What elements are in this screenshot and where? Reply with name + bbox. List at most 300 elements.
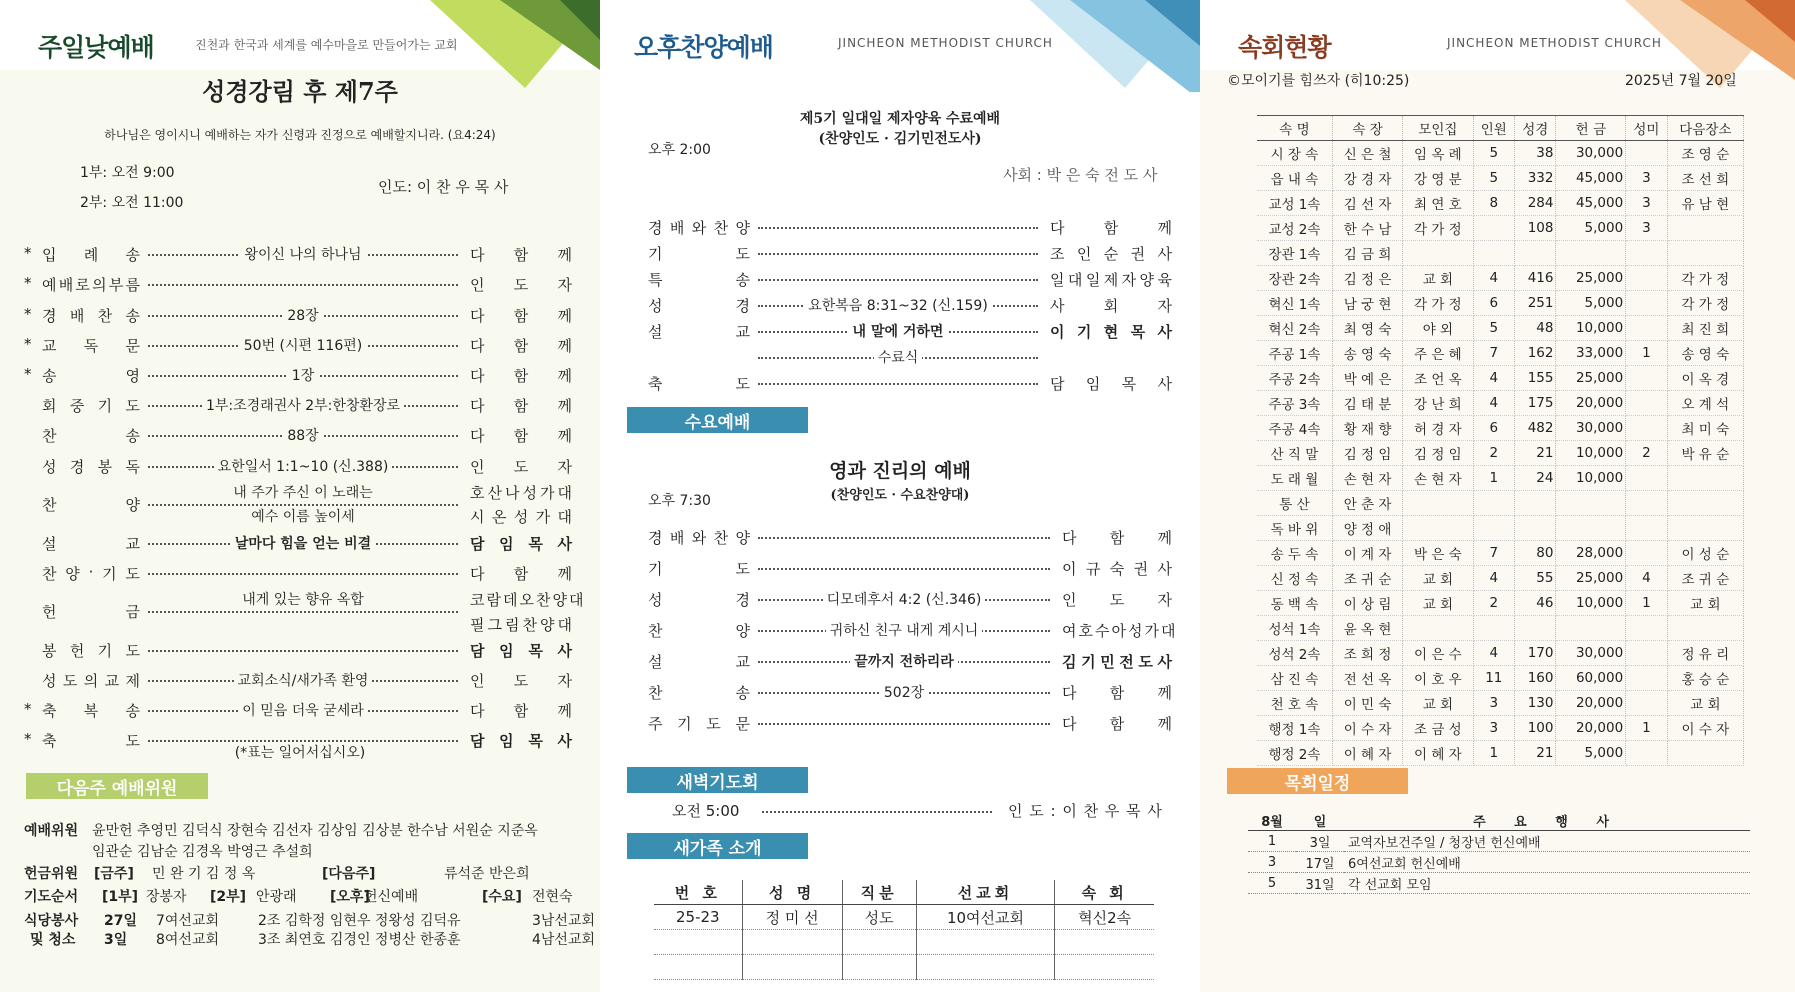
attendance-cell — [1403, 491, 1473, 516]
newcomer-cell: 성도 — [842, 905, 916, 930]
pm-service-subtitle: (찬양인도 · 김기민전도사) — [818, 131, 982, 147]
attendance-cell: 한 수 남 — [1332, 216, 1402, 241]
schedule-cell: 3 — [1248, 852, 1296, 873]
attendance-cell: 25,000 — [1556, 266, 1626, 291]
attendance-cell: 251 — [1515, 291, 1556, 316]
order-item-label: 축 도 — [42, 732, 140, 751]
leader-dots — [758, 537, 1050, 539]
newcomer-col-header: 선교회 — [916, 880, 1055, 905]
attendance-cell: 1 — [1473, 741, 1514, 766]
order-item-label: 주 기 도 문 — [648, 714, 750, 733]
order-item-content — [758, 295, 1038, 315]
order-item-label: 송 영 — [42, 366, 140, 385]
order-item-label: 특 송 — [648, 271, 750, 289]
newcomer-cell: 10여선교회 — [916, 905, 1055, 930]
required-standing-mark: * — [24, 304, 32, 323]
attendance-cell: 송 영 숙 — [1332, 341, 1402, 366]
table-row — [1248, 873, 1750, 894]
order-item-content-text: 1부:조경래권사 2부:한창환장로 — [202, 398, 404, 414]
order-item-label: 교 독 문 — [42, 336, 140, 355]
attendance-cell: 교성 2속 — [1257, 216, 1332, 241]
table-row — [1257, 341, 1744, 366]
attendance-cell: 김 태 분 — [1332, 391, 1402, 416]
order-item-leader: 다 함 께 — [1062, 528, 1174, 547]
attendance-cell — [1515, 491, 1556, 516]
attendance-cell — [1473, 516, 1514, 541]
attendance-cell: 동 백 속 — [1257, 591, 1332, 616]
attendance-cell: 5,000 — [1556, 291, 1626, 316]
pm-service-title: 제5기 일대일 제자양육 수료예배 — [799, 111, 1001, 127]
order-item-content-text: 끝까지 전하리라 — [850, 654, 958, 670]
prayer-slot-tag: [오후] — [330, 889, 370, 905]
attendance-cell: 11 — [1473, 666, 1514, 691]
attendance-cell: 강 영 분 — [1403, 166, 1473, 191]
schedule-cell: 31일 — [1296, 873, 1344, 894]
attendance-cell: 양 정 애 — [1332, 516, 1402, 541]
order-item-content-text: 이 믿음 더욱 굳세라 — [238, 703, 368, 719]
attendance-cell: 장관 1속 — [1257, 241, 1332, 266]
attendance-cell: 독 바 위 — [1257, 516, 1332, 541]
newcomer-cell: 25-23 — [654, 905, 742, 930]
attendance-cell — [1667, 491, 1743, 516]
attendance-cell: 이 민 숙 — [1332, 691, 1402, 716]
afternoon-worship-panel — [600, 0, 1200, 992]
leader-dots — [758, 568, 1050, 570]
attendance-cell — [1667, 216, 1743, 241]
order-item-leader: 다 함 께 — [470, 564, 574, 583]
attendance-cell: 155 — [1515, 366, 1556, 391]
newcomer-cell — [842, 930, 916, 955]
order-item-label: 찬 송 — [648, 683, 750, 702]
wednesday-title: 영과 진리의 예배 — [829, 460, 971, 482]
pm-service-host: 사회 : 박 은 숙 전 도 사 — [1003, 166, 1158, 184]
meal-group-a: 8여선교회 — [156, 932, 220, 948]
attendance-cell: 조 금 성 — [1403, 716, 1473, 741]
table-row — [1257, 491, 1744, 516]
attendance-cell — [1626, 366, 1667, 391]
dawn-prayer-time: 오전 5:00 — [672, 802, 740, 820]
order-item-content-text: 수료식 — [874, 350, 923, 366]
worship-committee-names-1: 윤만헌 추영민 김덕식 장현숙 김선자 김상임 김상분 한수남 서원순 지준옥 — [92, 823, 538, 839]
attendance-cell: 김 정 임 — [1403, 441, 1473, 466]
order-item-label: 축 복 송 — [42, 702, 140, 721]
attendance-cell — [1626, 516, 1667, 541]
meal-group-c: 4남선교회 — [532, 932, 596, 948]
attendance-cell: 강 난 희 — [1403, 391, 1473, 416]
attendance-col-header: 성미 — [1626, 116, 1667, 141]
attendance-cell: 332 — [1515, 166, 1556, 191]
attendance-cell: 각 가 정 — [1403, 216, 1473, 241]
attendance-cell — [1626, 616, 1667, 641]
attendance-cell: 6 — [1473, 416, 1514, 441]
attendance-cell: 통 산 — [1257, 491, 1332, 516]
offering-committee-label: 헌금위원 — [24, 866, 79, 882]
order-item-leader: 다 함 께 — [470, 366, 574, 385]
attendance-cell: 5,000 — [1556, 216, 1626, 241]
order-item-leader: 다 함 께 — [1062, 683, 1174, 702]
order-item-content-text: 28장 — [283, 308, 322, 324]
attendance-cell: 2 — [1473, 591, 1514, 616]
attendance-cell: 각 가 정 — [1667, 291, 1743, 316]
order-item-label: 축 도 — [648, 375, 750, 393]
attendance-cell: 정 유 리 — [1667, 641, 1743, 666]
attendance-cell: 이 혜 자 — [1332, 741, 1402, 766]
order-item-label: 설 교 — [648, 652, 750, 671]
newcomer-cell — [916, 955, 1055, 980]
attendance-cell — [1403, 241, 1473, 266]
order-item-leader: 다 함 께 — [470, 397, 574, 416]
attendance-cell — [1403, 516, 1473, 541]
order-item-leader-2: 시 온 성 가 대 — [470, 508, 574, 527]
attendance-cell: 이 혜 자 — [1403, 741, 1473, 766]
attendance-cell — [1667, 466, 1743, 491]
newcomer-cell — [916, 930, 1055, 955]
table-row — [1257, 541, 1744, 566]
leader-dots — [758, 279, 1038, 281]
attendance-cell: 도 래 월 — [1257, 466, 1332, 491]
attendance-cell: 각 가 정 — [1403, 291, 1473, 316]
attendance-cell: 이 은 수 — [1403, 641, 1473, 666]
order-item-leader: 여 호 수 아 성 가 대 — [1062, 621, 1178, 640]
attendance-cell: 최 미 숙 — [1667, 416, 1743, 441]
prayer-slot-tag: [수요] — [482, 889, 522, 905]
attendance-cell: 손 현 자 — [1332, 466, 1402, 491]
attendance-cell: 175 — [1515, 391, 1556, 416]
service-time-2: 2부: 오전 11:00 — [80, 195, 184, 211]
attendance-cell: 혁신 1속 — [1257, 291, 1332, 316]
offering-tag-this-week: [금주] — [94, 866, 134, 882]
table-row — [1257, 391, 1744, 416]
table-row — [654, 955, 1154, 980]
schedule-col-header: 일 — [1296, 810, 1344, 831]
order-item-content — [758, 347, 1038, 367]
attendance-cell: 7 — [1473, 341, 1514, 366]
main-title: 성경강림 후 제7주 — [202, 77, 398, 106]
attendance-cell: 100 — [1515, 716, 1556, 741]
required-standing-mark: * — [24, 274, 32, 293]
attendance-col-header: 인원 — [1473, 116, 1514, 141]
attendance-cell — [1626, 266, 1667, 291]
attendance-cell: 45,000 — [1556, 191, 1626, 216]
meal-group-c: 3남선교회 — [532, 913, 596, 929]
attendance-cell: 5,000 — [1556, 741, 1626, 766]
attendance-cell: 이 성 순 — [1667, 541, 1743, 566]
schedule-cell: 5 — [1248, 873, 1296, 894]
attendance-cell: 이 옥 경 — [1667, 366, 1743, 391]
order-item-content-text: 1장 — [288, 368, 318, 384]
leader-dots — [148, 573, 458, 575]
cell-group-panel — [1200, 0, 1795, 992]
order-item-label: 기 도 — [648, 245, 750, 263]
leader-dots — [758, 227, 1038, 229]
attendance-cell — [1667, 616, 1743, 641]
attendance-cell — [1556, 241, 1626, 266]
order-item-label: 헌 금 — [42, 603, 140, 622]
order-item-leader: 인 도 자 — [470, 276, 574, 295]
attendance-cell: 유 남 현 — [1667, 191, 1743, 216]
schedule-col-header: 주 요 행 사 — [1344, 810, 1750, 831]
dawn-prayer-heading: 새벽기도회 — [627, 767, 808, 793]
attendance-cell: 170 — [1515, 641, 1556, 666]
attendance-cell: 5 — [1473, 141, 1514, 166]
attendance-cell: 교성 1속 — [1257, 191, 1332, 216]
attendance-cell: 안 춘 자 — [1332, 491, 1402, 516]
order-item-leader: 이 기 현 목 사 — [1050, 323, 1174, 341]
panel2-title: 오후찬양예배 — [634, 33, 773, 62]
order-item-leader: 인 도 자 — [1062, 590, 1174, 609]
attendance-cell: 5 — [1473, 316, 1514, 341]
attendance-cell: 21 — [1515, 741, 1556, 766]
table-row — [654, 930, 1154, 955]
attendance-cell: 조 희 정 — [1332, 641, 1402, 666]
attendance-cell: 5 — [1473, 166, 1514, 191]
attendance-cell: 이 수 자 — [1332, 716, 1402, 741]
schedule-col-header: 8월 — [1248, 810, 1296, 831]
prayer-slot-name: 안광래 — [256, 889, 297, 905]
leader-dots — [758, 383, 1038, 385]
order-item-leader: 인 도 자 — [470, 457, 574, 476]
panel3-subtitle: JINCHEON METHODIST CHURCH — [1447, 36, 1662, 50]
prayer-order-label: 기도순서 — [24, 889, 79, 905]
prayer-slot-tag: [2부] — [210, 889, 247, 905]
attendance-cell: 10,000 — [1556, 441, 1626, 466]
order-item-leader: 담 임 목 사 — [1050, 375, 1174, 393]
prayer-slot-name: 헌신예배 — [364, 889, 419, 905]
order-item-content — [148, 395, 458, 415]
table-row — [1248, 831, 1750, 852]
order-item-content — [148, 589, 458, 609]
attendance-cell — [1626, 741, 1667, 766]
attendance-cell: 김 선 자 — [1332, 191, 1402, 216]
attendance-cell: 48 — [1515, 316, 1556, 341]
order-item-leader: 담 임 목 사 — [470, 534, 574, 553]
service-leader: 인도: 이 찬 우 목 사 — [378, 178, 509, 196]
order-item-content-text: 예수 이름 높이세 — [247, 509, 359, 525]
report-date: 2025년 7월 20일 — [1625, 73, 1737, 89]
attendance-cell: 천 호 속 — [1257, 691, 1332, 716]
meal-group-a: 7여선교회 — [156, 913, 220, 929]
order-item-leader: 다 함 께 — [1062, 714, 1174, 733]
attendance-cell: 교 회 — [1403, 266, 1473, 291]
wednesday-subtitle: (찬양인도 · 수요찬양대) — [830, 488, 970, 503]
attendance-cell: 2 — [1626, 441, 1667, 466]
meal-group-b: 3조 최연호 김경인 정병산 한종훈 — [258, 932, 461, 948]
attendance-cell: 송 두 속 — [1257, 541, 1332, 566]
order-item-content — [758, 321, 1038, 341]
newcomer-cell — [654, 930, 742, 955]
attendance-cell: 10,000 — [1556, 316, 1626, 341]
attendance-cell: 황 재 향 — [1332, 416, 1402, 441]
attendance-col-header: 다음장소 — [1667, 116, 1743, 141]
attendance-cell — [1626, 666, 1667, 691]
attendance-cell: 주공 1속 — [1257, 341, 1332, 366]
cell-group-table — [1257, 115, 1744, 766]
schedule-cell: 각 선교회 모임 — [1344, 873, 1750, 894]
attendance-cell: 60,000 — [1556, 666, 1626, 691]
attendance-cell: 80 — [1515, 541, 1556, 566]
order-item-label: 회 중 기 도 — [42, 397, 140, 416]
attendance-cell: 20,000 — [1556, 391, 1626, 416]
order-item-content-text: 요한일서 1:1~10 (신.388) — [214, 459, 393, 475]
table-row — [1248, 852, 1750, 873]
order-item-leader: 다 함 께 — [470, 336, 574, 355]
order-item-leader: 다 함 께 — [470, 246, 574, 265]
order-item-content-text: 왕이신 나의 하나님 — [240, 247, 365, 263]
meal-group-b: 2조 김학정 임현우 정왕성 김덕유 — [258, 913, 461, 929]
newcomer-col-header: 속 회 — [1055, 880, 1154, 905]
attendance-cell: 4 — [1473, 641, 1514, 666]
attendance-cell: 조 영 순 — [1667, 141, 1743, 166]
order-item-content-2 — [148, 506, 458, 526]
schedule-heading: 목회일정 — [1227, 768, 1408, 794]
order-item-leader: 담 임 목 사 — [470, 641, 574, 660]
offering-tag-next-week: [다음주] — [322, 866, 376, 882]
pm-service-time: 오후 2:00 — [648, 142, 711, 158]
attendance-cell — [1556, 616, 1626, 641]
attendance-cell — [1515, 516, 1556, 541]
attendance-cell: 416 — [1515, 266, 1556, 291]
attendance-cell: 허 경 자 — [1403, 416, 1473, 441]
attendance-cell: 신 정 속 — [1257, 566, 1332, 591]
attendance-cell: 20,000 — [1556, 716, 1626, 741]
order-item-label: 성 도 의 교 제 — [42, 671, 140, 690]
order-item-leader: 사 회 자 — [1050, 297, 1174, 315]
table-row — [1257, 641, 1744, 666]
attendance-cell: 신 은 철 — [1332, 141, 1402, 166]
attendance-cell: 행정 2속 — [1257, 741, 1332, 766]
attendance-cell: 3 — [1626, 216, 1667, 241]
attendance-cell: 30,000 — [1556, 416, 1626, 441]
order-item-content-text: 88장 — [283, 428, 322, 444]
meal-service-label-2: 및 청소 — [30, 932, 76, 948]
attendance-cell: 55 — [1515, 566, 1556, 591]
order-item-leader: 김 기 민 전 도 사 — [1062, 652, 1174, 671]
attendance-cell — [1626, 141, 1667, 166]
order-item-leader: 호 산 나 성 가 대 — [470, 483, 574, 502]
meal-day: 27일 — [104, 913, 138, 929]
attendance-cell: 교 회 — [1667, 591, 1743, 616]
attendance-cell: 야 외 — [1403, 316, 1473, 341]
attendance-cell: 송 영 숙 — [1667, 341, 1743, 366]
attendance-cell — [1473, 241, 1514, 266]
leader-dots — [758, 253, 1038, 255]
leader-dots — [148, 650, 458, 652]
newcomer-cell: 정 미 선 — [742, 905, 842, 930]
table-row — [1257, 516, 1744, 541]
attendance-cell — [1626, 466, 1667, 491]
attendance-cell — [1556, 516, 1626, 541]
attendance-cell: 이 수 자 — [1667, 716, 1743, 741]
required-standing-mark: * — [24, 364, 32, 383]
attendance-cell: 산 직 말 — [1257, 441, 1332, 466]
table-row — [1257, 441, 1744, 466]
attendance-cell: 최 연 호 — [1403, 191, 1473, 216]
order-item-label: 성 경 — [648, 297, 750, 315]
attendance-cell: 교 회 — [1667, 691, 1743, 716]
schedule-cell: 3일 — [1296, 831, 1344, 852]
verse: 하나님은 영이시니 예배하는 자가 신령과 진정으로 예배할지니라. (요4:24) — [104, 128, 496, 142]
order-item-label: 찬 송 — [42, 427, 140, 446]
order-item-content — [758, 651, 1050, 671]
table-row — [1257, 691, 1744, 716]
order-item-leader: 다 함 께 — [470, 702, 574, 721]
table-row — [1257, 366, 1744, 391]
table-row — [1257, 666, 1744, 691]
attendance-cell: 38 — [1515, 141, 1556, 166]
table-row — [1257, 741, 1744, 766]
attendance-cell: 4 — [1473, 566, 1514, 591]
order-item-content — [758, 620, 1050, 640]
attendance-cell — [1473, 491, 1514, 516]
order-item-label: 찬 양 · 기 도 — [42, 562, 140, 583]
dawn-dots — [762, 811, 992, 813]
prayer-slot-name: 장봉자 — [146, 889, 187, 905]
attendance-cell: 김 금 희 — [1332, 241, 1402, 266]
table-row — [1257, 141, 1744, 166]
order-item-label: 예 배 로 의 부 름 — [42, 276, 140, 295]
newcomer-table — [654, 880, 1154, 980]
attendance-cell: 혁신 2속 — [1257, 316, 1332, 341]
table-row — [1257, 216, 1744, 241]
order-item-label: 입 례 송 — [42, 246, 140, 265]
offering-names-this-week: 민 완 기 김 정 옥 — [152, 866, 256, 882]
attendance-cell: 홍 승 순 — [1667, 666, 1743, 691]
attendance-cell: 46 — [1515, 591, 1556, 616]
table-row — [1257, 591, 1744, 616]
order-item-content-text: 50번 (시편 116편) — [240, 338, 366, 354]
attendance-cell — [1515, 241, 1556, 266]
attendance-cell: 10,000 — [1556, 466, 1626, 491]
order-item-leader: 일 대 일 제 자 양 육 — [1050, 271, 1174, 289]
newcomer-heading: 새가족 소개 — [627, 833, 808, 859]
order-item-label: 경 배 와 찬 양 — [648, 219, 750, 237]
attendance-cell: 오 계 석 — [1667, 391, 1743, 416]
order-item-leader: 다 함 께 — [470, 306, 574, 325]
prayer-slot-name: 전현숙 — [532, 889, 573, 905]
attendance-cell: 행정 1속 — [1257, 716, 1332, 741]
panel3-title: 속회현황 — [1238, 33, 1331, 62]
attendance-cell: 25,000 — [1556, 566, 1626, 591]
required-standing-mark: * — [24, 700, 32, 719]
attendance-cell: 25,000 — [1556, 366, 1626, 391]
table-row — [1257, 716, 1744, 741]
order-item-label: 찬 양 — [648, 621, 750, 640]
newcomer-col-header: 번 호 — [654, 880, 742, 905]
attendance-cell — [1473, 616, 1514, 641]
order-item-content — [148, 335, 458, 355]
attendance-cell: 1 — [1626, 341, 1667, 366]
attendance-cell: 4 — [1473, 266, 1514, 291]
attendance-cell: 284 — [1515, 191, 1556, 216]
newcomer-cell — [842, 955, 916, 980]
attendance-cell: 주공 4속 — [1257, 416, 1332, 441]
meal-service-label-1: 식당봉사 — [24, 913, 79, 929]
attendance-cell — [1403, 616, 1473, 641]
attendance-cell: 21 — [1515, 441, 1556, 466]
attendance-cell: 장관 2속 — [1257, 266, 1332, 291]
attendance-cell: 시 장 속 — [1257, 141, 1332, 166]
panel1-subtitle: 진천과 한국과 세계를 예수마을로 만들어가는 교회 — [195, 38, 458, 52]
schedule-cell: 1 — [1248, 831, 1296, 852]
attendance-cell — [1626, 291, 1667, 316]
attendance-cell: 강 경 자 — [1332, 166, 1402, 191]
attendance-col-header: 모인집 — [1403, 116, 1473, 141]
order-item-content — [148, 670, 458, 690]
attendance-cell: 20,000 — [1556, 691, 1626, 716]
attendance-cell: 130 — [1515, 691, 1556, 716]
order-item-content-text: 요한복음 8:31~32 (신.159) — [804, 298, 992, 314]
attendance-cell: 임 옥 례 — [1403, 141, 1473, 166]
